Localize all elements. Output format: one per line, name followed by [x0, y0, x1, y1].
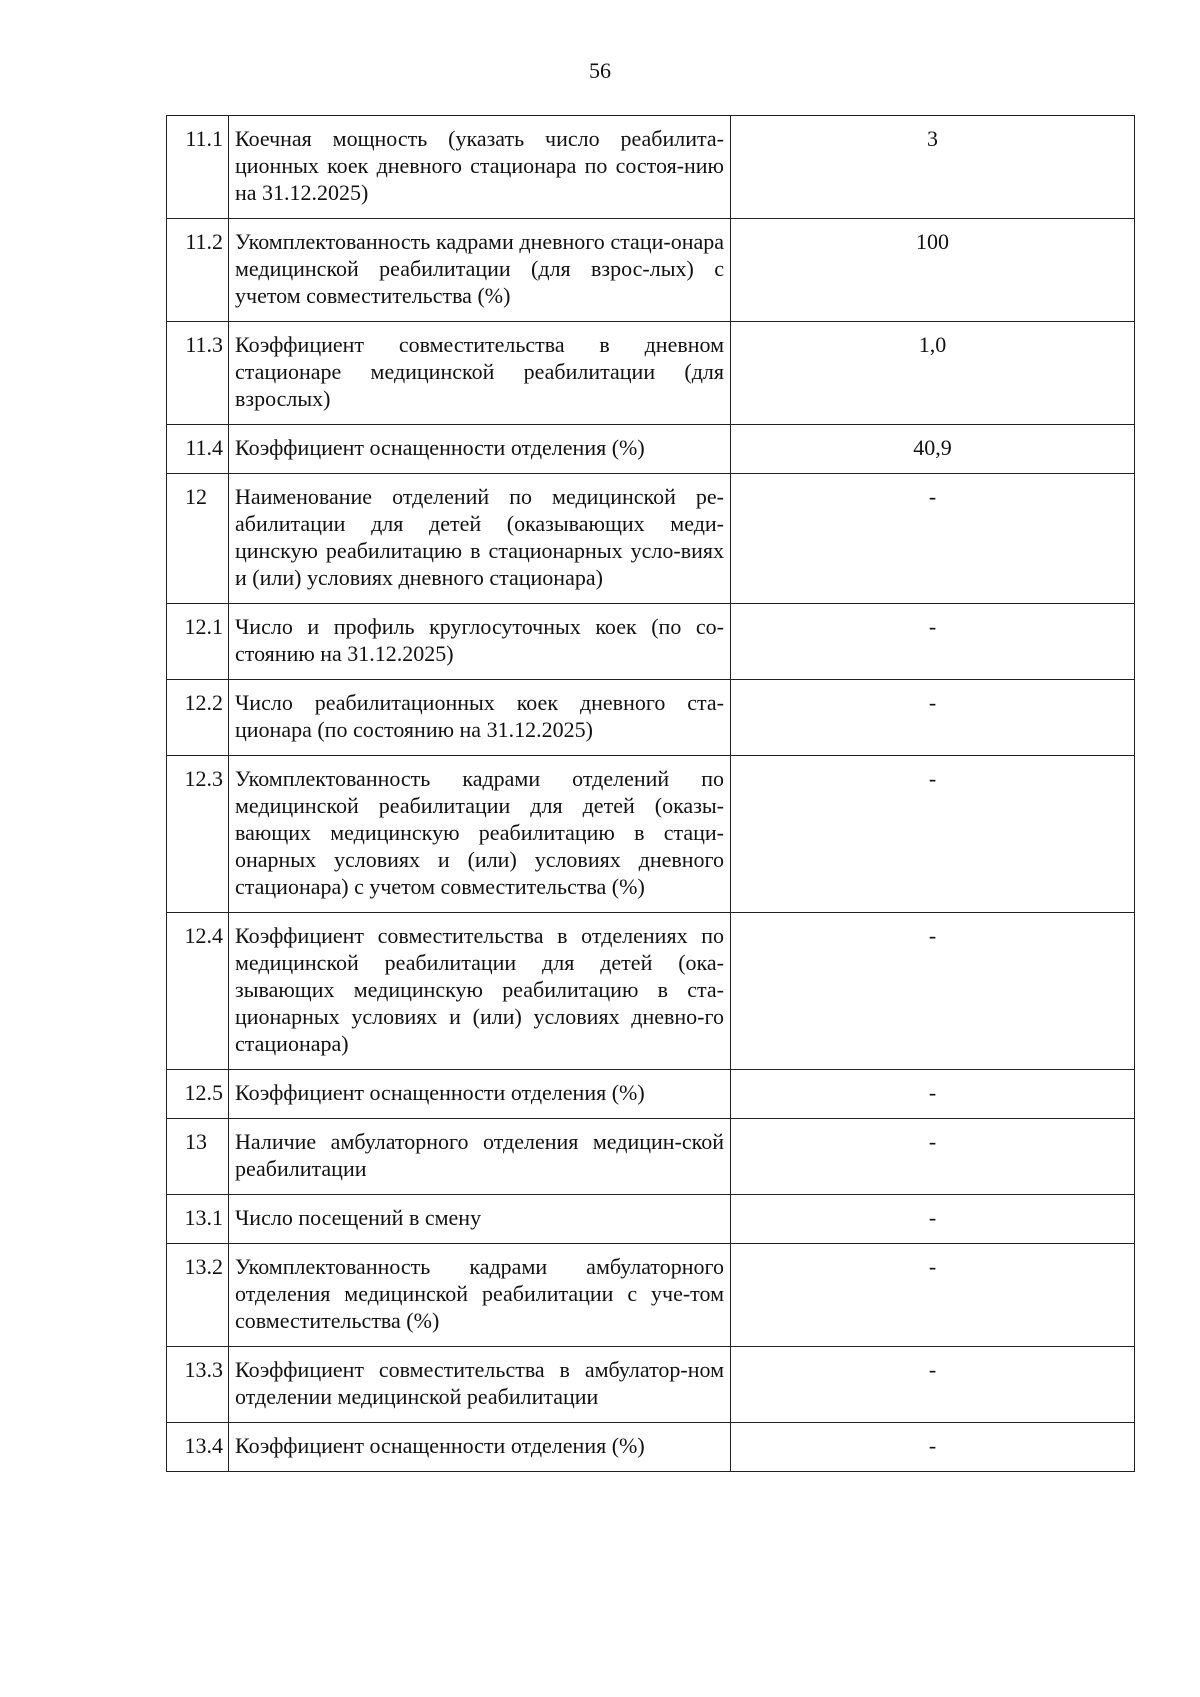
row-number: 11.3	[167, 322, 229, 425]
row-description: Коэффициент совместительства в амбулатор-ном отделении медицинской реабилитации	[229, 1347, 731, 1423]
row-description: Наименование отделений по медицинской ре-абилитации для детей (оказывающих меди-цинскую реабилитацию в стационарных усло-виях и (или) условиях дневного стационара)	[229, 474, 731, 604]
row-value: -	[731, 604, 1135, 680]
table-row	[167, 425, 1135, 474]
row-value: -	[731, 1423, 1135, 1472]
row-number: 12.1	[167, 604, 229, 680]
row-value: -	[731, 1070, 1135, 1119]
table-row	[167, 1070, 1135, 1119]
row-value: 40,9	[731, 425, 1135, 474]
page-number: 56	[589, 58, 611, 83]
table-row	[167, 1347, 1135, 1423]
row-value: 3	[731, 116, 1135, 219]
row-number: 11.2	[167, 219, 229, 322]
row-value: -	[731, 756, 1135, 913]
table-row	[167, 116, 1135, 219]
row-number: 13.4	[167, 1423, 229, 1472]
row-number: 12.4	[167, 913, 229, 1070]
row-value: -	[731, 474, 1135, 604]
row-description: Коэффициент оснащенности отделения (%)	[229, 425, 731, 474]
table-row	[167, 1195, 1135, 1244]
row-value: 100	[731, 219, 1135, 322]
indicator-table	[166, 115, 1135, 1472]
row-number: 13.1	[167, 1195, 229, 1244]
table-row	[167, 474, 1135, 604]
table-row	[167, 913, 1135, 1070]
row-value: -	[731, 1347, 1135, 1423]
row-value: -	[731, 680, 1135, 756]
table-row	[167, 756, 1135, 913]
table-row	[167, 604, 1135, 680]
row-value: -	[731, 1195, 1135, 1244]
row-description: Коэффициент совместительства в дневном стационаре медицинской реабилитации (для взрослых)	[229, 322, 731, 425]
row-description: Укомплектованность кадрами амбулаторного отделения медицинской реабилитации с уче-том совместительства (%)	[229, 1244, 731, 1347]
row-number: 12.3	[167, 756, 229, 913]
row-number: 13.2	[167, 1244, 229, 1347]
row-description: Наличие амбулаторного отделения медицин-ской реабилитации	[229, 1119, 731, 1195]
indicator-table-body	[167, 116, 1135, 1472]
table-row	[167, 1244, 1135, 1347]
row-value: 1,0	[731, 322, 1135, 425]
table-row	[167, 680, 1135, 756]
table-row	[167, 1119, 1135, 1195]
table-row	[167, 322, 1135, 425]
row-number: 13	[167, 1119, 229, 1195]
row-description: Коэффициент совместительства в отделениях по медицинской реабилитации для детей (ока-зывающих медицинскую реабилитацию в ста-ционарных условиях и (или) условиях дневно-го стационара)	[229, 913, 731, 1070]
table-row	[167, 1423, 1135, 1472]
row-number: 13.3	[167, 1347, 229, 1423]
row-value: -	[731, 913, 1135, 1070]
row-description: Число и профиль круглосуточных коек (по со-стоянию на 31.12.2025)	[229, 604, 731, 680]
row-description: Коэффициент оснащенности отделения (%)	[229, 1070, 731, 1119]
row-value: -	[731, 1119, 1135, 1195]
row-value: -	[731, 1244, 1135, 1347]
table-row	[167, 219, 1135, 322]
row-description: Укомплектованность кадрами отделений по медицинской реабилитации для детей (оказы-вающих медицинскую реабилитацию в стаци-онарных условиях и (или) условиях дневного стационара) с учетом совместительства (%)	[229, 756, 731, 913]
row-description: Коэффициент оснащенности отделения (%)	[229, 1423, 731, 1472]
row-number: 11.1	[167, 116, 229, 219]
row-number: 12.2	[167, 680, 229, 756]
row-number: 12	[167, 474, 229, 604]
row-number: 12.5	[167, 1070, 229, 1119]
row-description: Число посещений в смену	[229, 1195, 731, 1244]
row-description: Коечная мощность (указать число реабилита-ционных коек дневного стационара по состоя-нию на 31.12.2025)	[229, 116, 731, 219]
row-description: Укомплектованность кадрами дневного стаци-онара медицинской реабилитации (для взрос-лых) с учетом совместительства (%)	[229, 219, 731, 322]
row-description: Число реабилитационных коек дневного ста-ционара (по состоянию на 31.12.2025)	[229, 680, 731, 756]
row-number: 11.4	[167, 425, 229, 474]
